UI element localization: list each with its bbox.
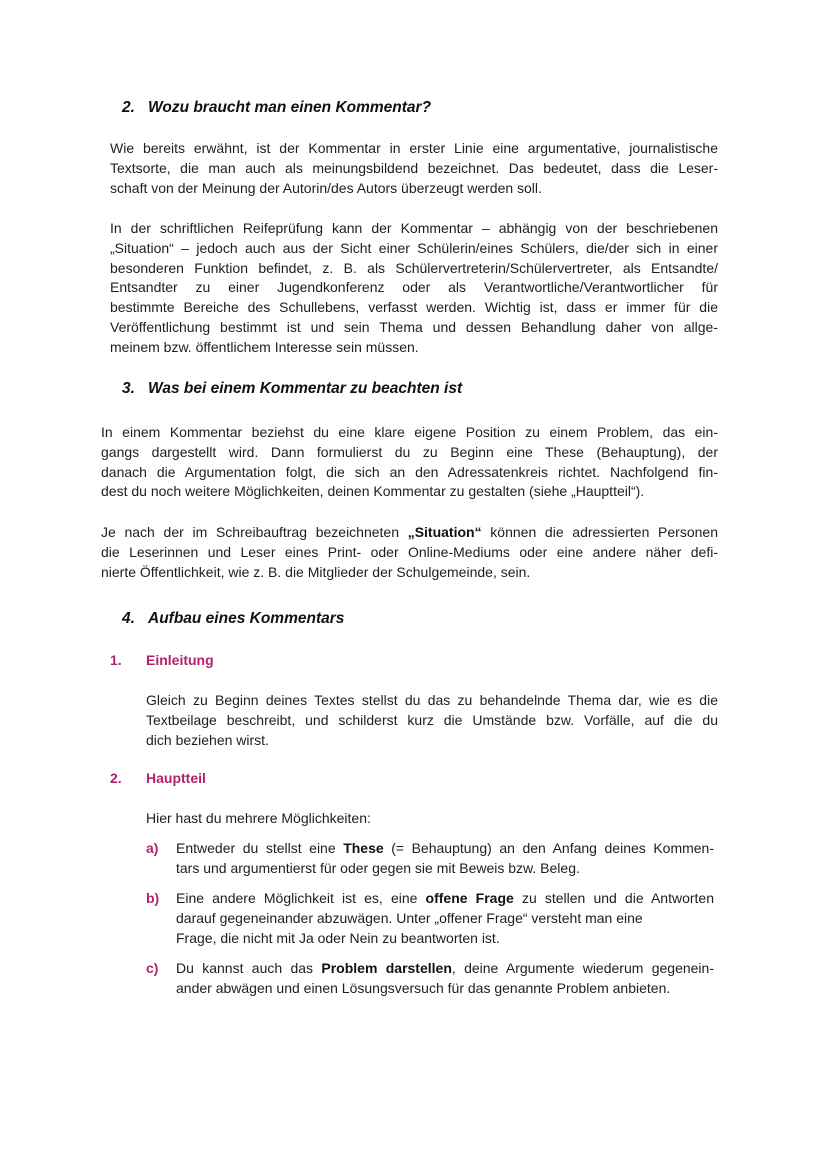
- text-run: Entweder du stellst eine: [176, 840, 344, 856]
- text-line: dest du noch weitere Möglichkeiten, deinen Kommentar zu gestalten (siehe „Hauptteil“).: [101, 483, 645, 500]
- subsection-title: Einleitung: [146, 652, 214, 668]
- hauptteil-intro: [146, 809, 718, 829]
- section-4-heading: [122, 610, 344, 628]
- text-run: können die adressierten Personen: [481, 524, 718, 540]
- text-line: gangs dargestellt wird. Dann formulierst du zu Beginn eine These (Behauptung), der: [101, 443, 718, 460]
- subsection-einleitung-text: [146, 691, 718, 750]
- section-number: 4.: [122, 610, 135, 627]
- text-line: tars und argumentierst für oder gegen sie mit Beweis bzw. Beleg.: [176, 859, 580, 876]
- text-line: In der schriftlichen Reifeprüfung kann der Kommentar – abhängig von der beschriebenen: [110, 220, 718, 236]
- text-line: In einem Kommentar beziehst du eine klare eigene Position zu einem Problem, das ein-: [101, 424, 718, 440]
- text-line: danach die Argumentation folgt, die sich an den Adressatenkreis richtet. Nachfolgend fin-: [101, 463, 718, 480]
- text-line: Veröffentlichung bestimmt ist und sein Thema und dessen Behandlung daher von allge-: [110, 318, 718, 335]
- text-run: zu stellen und die Antworten: [513, 890, 715, 906]
- list-item-letter: a): [146, 840, 159, 856]
- section-2-paragraph-1: [110, 139, 718, 198]
- section-title: Wozu braucht man einen Kommentar?: [148, 99, 432, 116]
- text-line: schaft von der Meinung der Autorin/des Autors überzeugt werden soll.: [110, 179, 542, 196]
- section-3-paragraph-2: [101, 523, 718, 582]
- text-line: Textsorte, die man auch als meinungsbildend bezeichnet. Das bedeutet, dass die Leser-: [110, 159, 718, 176]
- text-line: Textbeilage beschreibt, und schilderst kurz die Umstände bzw. Vorfälle, auf die du: [146, 711, 718, 728]
- text-line: darauf gegeneinander abzuwägen. Unter „offener Frage“ versteht man eine: [176, 909, 643, 926]
- emphasis-situation: „Situation“: [407, 524, 482, 540]
- text-line: besonderen Funktion befindet, z. B. als Schülervertreterin/Schülervertreter, als Entsandte/: [110, 259, 718, 276]
- emphasis-these: These: [343, 840, 384, 856]
- text-line: Hier hast du mehrere Möglichkeiten:: [146, 810, 371, 826]
- subsection-hauptteil-heading: [110, 770, 206, 786]
- section-3-paragraph-1: [101, 423, 718, 502]
- text-line: [176, 959, 714, 979]
- list-item-c: [176, 959, 714, 999]
- text-line: Frage, die nicht mit Ja oder Nein zu beantworten ist.: [176, 929, 500, 946]
- list-item-letter: c): [146, 960, 159, 976]
- section-number: 3.: [122, 380, 135, 397]
- section-title: Was bei einem Kommentar zu beachten ist: [148, 380, 463, 397]
- text-line: meinem bzw. öffentlichem Interesse sein müssen.: [110, 338, 419, 355]
- text-line: Wie bereits erwähnt, ist der Kommentar in erster Linie eine argumentative, journalistische: [110, 140, 718, 156]
- emphasis-problem-darstellen: Problem darstellen: [321, 960, 452, 976]
- subsection-title: Hauptteil: [146, 770, 206, 786]
- list-item-b: [176, 889, 714, 948]
- list-item-a: [176, 839, 714, 879]
- text-run: Je nach der im Schreibauftrag bezeichneten: [101, 524, 408, 540]
- text-run: Du kannst auch das: [176, 960, 322, 976]
- subsection-einleitung-heading: [110, 652, 214, 668]
- text-line: „Situation“ – jedoch auch aus der Sicht einer Schülerin/eines Schülers, die/der sich in einer: [110, 239, 718, 256]
- section-2-heading: [122, 99, 431, 117]
- section-number: 2.: [122, 99, 135, 116]
- text-line: ander abwägen und einen Lösungsversuch für das genannte Problem anbieten.: [176, 979, 671, 996]
- list-item-letter: b): [146, 890, 160, 906]
- text-run: Eine andere Möglichkeit ist es, eine: [176, 890, 426, 906]
- section-3-heading: [122, 380, 462, 398]
- text-line: [101, 523, 718, 543]
- subsection-number: 1.: [110, 652, 122, 668]
- text-line: [176, 839, 714, 859]
- subsection-number: 2.: [110, 770, 122, 786]
- text-line: dich beziehen wirst.: [146, 731, 269, 748]
- emphasis-offene-frage: offene Frage: [425, 890, 514, 906]
- text-run: (= Behauptung) an den Anfang deines Kommen-: [383, 840, 715, 856]
- text-line: Gleich zu Beginn deines Textes stellst du das zu behandelnde Thema dar, wie es die: [146, 692, 718, 708]
- text-line: die Leserinnen und Leser eines Print- oder Online-Mediums oder eine andere näher defi-: [101, 543, 718, 560]
- text-line: bestimmte Bereiche des Schullebens, verfasst werden. Wichtig ist, dass er immer für die: [110, 299, 718, 316]
- section-2-paragraph-2: [110, 219, 718, 358]
- text-line: [176, 889, 714, 909]
- text-line: Entsandter zu einer Jugendkonferenz oder als Verantwortliche/Verantwortlicher für: [110, 279, 718, 296]
- text-run: , deine Argumente wiederum gegenein-: [451, 960, 714, 976]
- section-title: Aufbau eines Kommentars: [148, 610, 345, 627]
- text-line: nierte Öffentlichkeit, wie z. B. die Mitglieder der Schulgemeinde, sein.: [101, 563, 531, 580]
